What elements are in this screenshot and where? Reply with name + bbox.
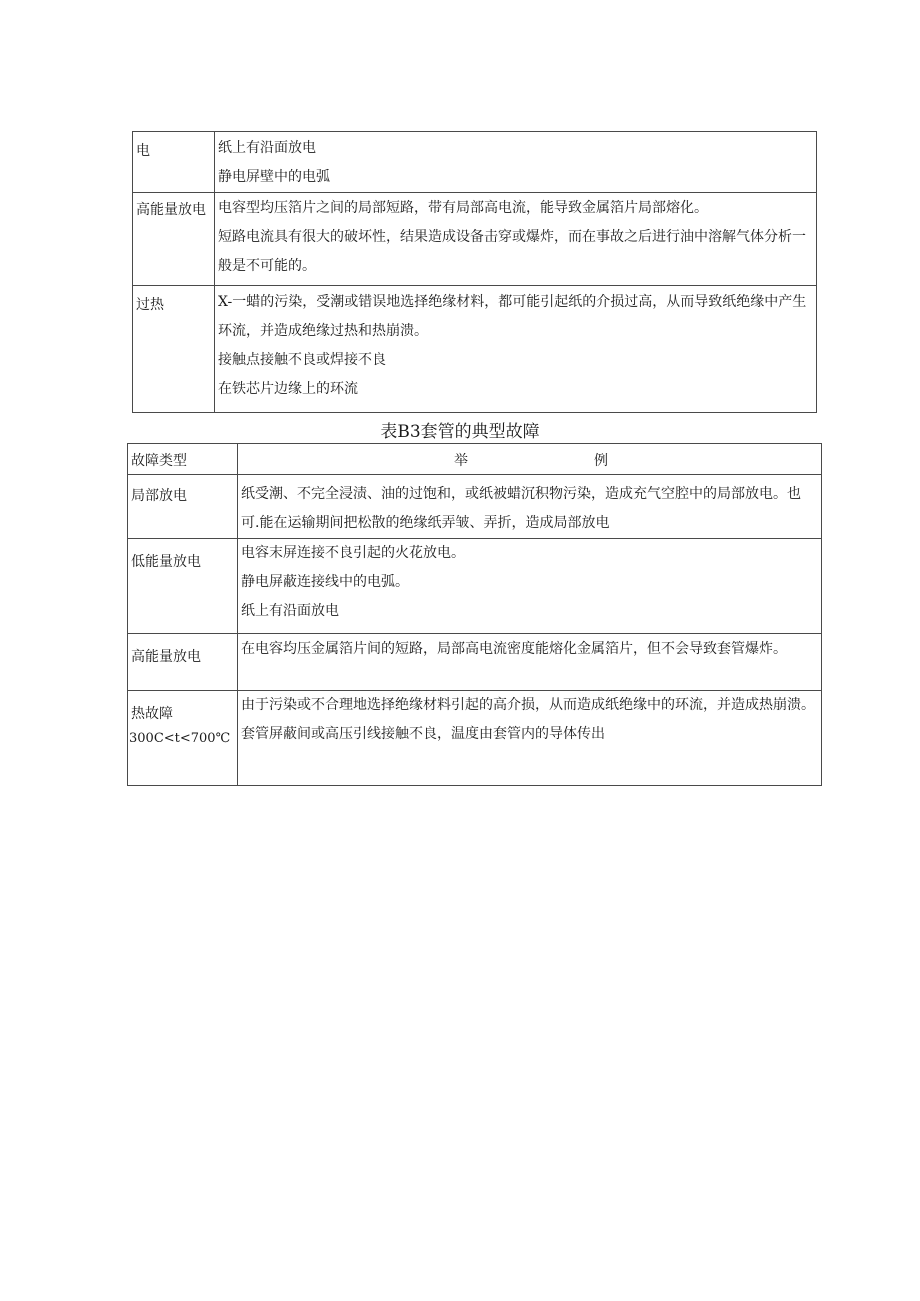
fault-type-cell (128, 634, 238, 691)
example-cell (238, 539, 822, 634)
example-line: 接触点接触不良或焊接不良 (218, 352, 386, 368)
example-cell (215, 193, 817, 286)
example-cell (238, 475, 822, 539)
fault-type-cell (128, 539, 238, 634)
table-row (128, 691, 822, 786)
fault-type: 局部放电 (131, 488, 187, 504)
example-line: 纸上有沿面放电 (218, 140, 316, 156)
table-header-row (128, 444, 822, 475)
example-cell (215, 132, 817, 193)
example-cell (238, 634, 822, 691)
example-line: 电容型均压箔片之间的局部短路，带有局部高电流，能导致金属箔片局部熔化。 (218, 200, 708, 216)
fault-type-cell (133, 286, 215, 413)
header-example-a: 举 (454, 453, 468, 469)
top-table (132, 131, 817, 413)
example-cell (238, 691, 822, 786)
fault-type-cell (133, 193, 215, 286)
table-row (128, 634, 822, 691)
example-line: 短路电流具有很大的破坏性，结果造成设备击穿或爆炸，而在事故之后进行油中溶解气体分析一般是不可能的。 (218, 229, 806, 274)
fault-type-cell (133, 132, 215, 193)
example-line: 静电屏蔽连接线中的电弧。 (241, 574, 409, 590)
example-line: 在电容均压金属箔片间的短路，局部高电流密度能熔化金属箔片，但不会导致套管爆炸。 (241, 641, 787, 657)
example-cell (215, 286, 817, 413)
fault-type-cell (128, 475, 238, 539)
fault-type-cell (128, 691, 238, 786)
example-line: 电容末屏连接不良引起的火花放电。 (241, 545, 465, 561)
bushing-fault-table (127, 443, 822, 786)
fault-type: 高能量放电 (136, 202, 206, 218)
example-line: 由于污染或不合理地选择绝缘材料引起的高介损，从而造成纸绝缘中的环流，并造成热崩溃。 (241, 697, 815, 713)
example-line: 静电屏壁中的电弧 (218, 169, 330, 185)
example-line: 套管屏蔽间或高压引线接触不良，温度由套管内的导体传出 (241, 726, 605, 742)
example-line: 纸受潮、不完全浸渍、油的过饱和，或纸被蜡沉积物污染，造成充气空腔中的局部放电。也可.能在运输期间把松散的绝缘纸弄皱、弄折，造成局部放电 (241, 486, 801, 531)
example-line: X-一蜡的污染，受潮或错误地选择绝缘材料，都可能引起纸的介损过高，从而导致纸绝缘中产生环流，并造成绝缘过热和热崩溃。 (218, 294, 807, 339)
table-row (133, 132, 817, 193)
fault-type: 电 (136, 143, 150, 159)
table-row (128, 539, 822, 634)
fault-type: 过热 (136, 297, 164, 313)
table-caption: 表B3套管的典型故障 (380, 422, 540, 442)
header-example-b: 例 (594, 453, 608, 469)
example-line: 纸上有沿面放电 (241, 603, 339, 619)
header-example (238, 444, 822, 475)
fault-type: 高能量放电 (131, 649, 201, 665)
fault-type: 热故障 (131, 706, 173, 722)
table-row (128, 475, 822, 539)
temperature-range: 300C<t<700℃ (129, 731, 231, 746)
fault-type: 低能量放电 (131, 554, 201, 570)
header-fault-type: 故障类型 (128, 444, 238, 475)
example-line: 在铁芯片边缘上的环流 (218, 381, 358, 397)
table-row (133, 286, 817, 413)
table-row (133, 193, 817, 286)
